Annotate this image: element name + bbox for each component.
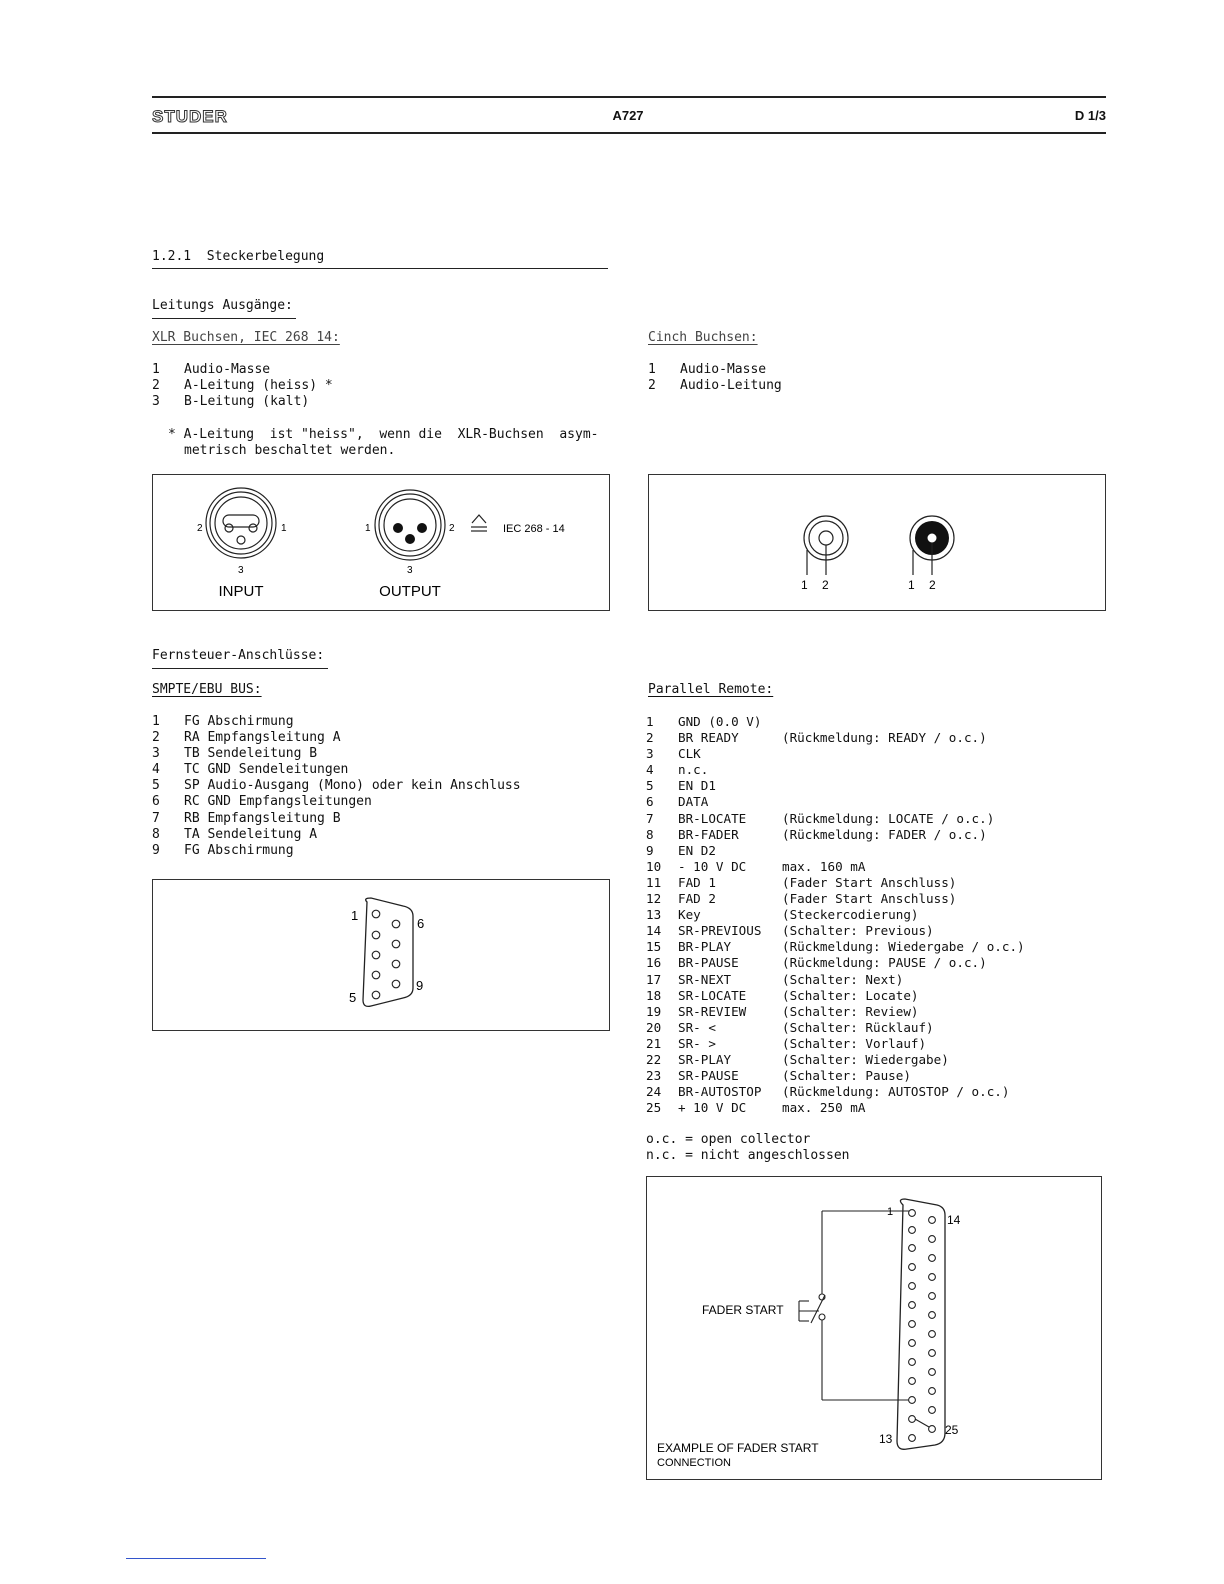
cinch-socket-icon [804, 516, 848, 575]
xlr-input-pin-bottom: 3 [238, 565, 244, 576]
list-item: 8 TA Sendeleitung A [152, 826, 318, 842]
xlr-input-connector-icon [206, 488, 276, 558]
footnote-rule [126, 1558, 266, 1559]
diagram-caption-line2: CONNECTION [657, 1457, 731, 1469]
xlr-note-line2: metrisch beschaltet werden. [184, 443, 396, 458]
header-rule-bottom [152, 132, 1106, 134]
cinch-diagram [648, 474, 1106, 611]
model-label: A727 [612, 108, 644, 123]
table-row: 9 EN D2 [646, 842, 716, 858]
xlr-diagram [152, 474, 610, 611]
list-item: 5 SP Audio-Ausgang (Mono) oder kein Anschluss [152, 778, 521, 794]
list-item: 9 FG Abschirmung [152, 842, 294, 858]
dsub25-pin25-label: 25 [945, 1423, 959, 1437]
legend-oc: o.c. = open collector [646, 1132, 811, 1147]
list-item: 1 Audio-Masse [152, 362, 271, 377]
list-item: 3 TB Sendeleitung B [152, 746, 318, 762]
xlr-note-line1: * A-Leitung ist "heiss", wenn die XLR-Buchsen asym- [168, 427, 599, 442]
table-row: 2 BR READY (Rückmeldung: READY / o.c.) [646, 730, 987, 746]
fader-start-label: FADER START [702, 1303, 784, 1317]
xlr-heading: XLR Buchsen, IEC 268 14: [152, 330, 340, 345]
table-row: 3 CLK [646, 746, 701, 762]
line-outputs-heading: Leitungs Ausgänge: [152, 298, 293, 313]
list-item: 2 A-Leitung (heiss) * [152, 378, 333, 394]
brand-logo [152, 106, 244, 131]
brand-logo-text: STUDER [152, 107, 228, 126]
list-item: 2 Audio-Leitung [648, 378, 782, 394]
fader-wiring [819, 1211, 909, 1400]
list-item: 3 B-Leitung (kalt) [152, 394, 310, 410]
xlr-output-pin-bottom: 3 [407, 565, 413, 576]
cinch-plug-icon [910, 516, 954, 575]
table-row: 1 GND (0.0 V) [646, 714, 762, 729]
cinch-b-pin1: 1 [908, 578, 915, 592]
page-number: D 1/3 [1074, 108, 1106, 123]
smpte-diagram [152, 879, 610, 1031]
xlr-output-pin-right: 2 [449, 523, 455, 534]
table-row: 24 BR-AUTOSTOP (Rückmeldung: AUTOSTOP / o.c.) [646, 1084, 1010, 1100]
dsub25-pin1-label: 1 [887, 1206, 894, 1218]
parallel-heading: Parallel Remote: [648, 682, 774, 697]
xlr-output-pin-left: 1 [365, 523, 371, 534]
dsub9-connector-icon [363, 898, 413, 1006]
dsub9-pin1-label: 1 [351, 908, 359, 923]
table-row: 19 SR-REVIEW (Schalter: Review) [646, 1003, 919, 1019]
xlr-input-pin-left: 2 [197, 523, 203, 534]
list-item: 7 RB Empfangsleitung B [152, 810, 341, 826]
dsub9-pin9-label: 9 [416, 978, 424, 993]
smpte-pin-list [152, 714, 521, 859]
table-row: 11 FAD 1 (Fader Start Anschluss) [646, 874, 957, 890]
table-row: 7 BR-LOCATE (Rückmeldung: LOCATE / o.c.) [646, 810, 995, 826]
xlr-output-connector-icon [375, 490, 445, 560]
xlr-input-label: INPUT [218, 583, 264, 600]
xlr-output-label: OUTPUT [379, 583, 441, 600]
dsub25-pin13-label: 13 [879, 1432, 893, 1446]
dsub25-pin14-label: 14 [947, 1213, 961, 1227]
table-row: 20 SR- < (Schalter: Rücklauf) [646, 1019, 934, 1035]
list-item: 2 RA Empfangsleitung A [152, 730, 341, 746]
remote-heading-rule [152, 668, 328, 669]
table-row: 5 EN D1 [646, 778, 716, 794]
dsub9-pin5-label: 5 [349, 990, 357, 1005]
remote-heading: Fernsteuer-Anschlüsse: [152, 648, 325, 663]
section-title-text: Steckerbelegung [206, 249, 325, 264]
table-row: 14 SR-PREVIOUS (Schalter: Previous) [646, 923, 934, 939]
legend-nc: n.c. = nicht angeschlossen [646, 1148, 850, 1163]
cinch-a-pin1: 1 [801, 578, 808, 592]
dsub25-connector-icon [897, 1199, 945, 1449]
list-item: 4 TC GND Sendeleitungen [152, 762, 349, 778]
table-row: 25 + 10 V DC max. 250 mA [646, 1100, 866, 1116]
section-title [152, 249, 324, 264]
xlr-pin-list [152, 362, 333, 410]
cinch-b-pin2: 2 [929, 578, 936, 592]
section-number: 1.2.1 [152, 249, 192, 264]
section-title-rule [152, 268, 608, 269]
table-row: 21 SR- > (Schalter: Vorlauf) [646, 1035, 927, 1051]
xlr-input-pin-right: 1 [281, 523, 287, 534]
table-row: 23 SR-PAUSE (Schalter: Pause) [646, 1068, 911, 1084]
table-row: 18 SR-LOCATE (Schalter: Locate) [646, 987, 919, 1003]
equivalence-symbol-icon [471, 515, 487, 531]
cinch-a-pin2: 2 [822, 578, 829, 592]
smpte-heading: SMPTE/EBU BUS: [152, 682, 262, 697]
line-outputs-rule [152, 318, 296, 319]
parallel-diagram [646, 1176, 1102, 1480]
dsub9-pin6-label: 6 [417, 916, 425, 931]
list-item: 6 RC GND Empfangsleitungen [152, 794, 372, 810]
table-row: 12 FAD 2 (Fader Start Anschluss) [646, 891, 957, 907]
table-row: 6 DATA [646, 794, 709, 810]
diagram-caption-line1: EXAMPLE OF FADER START [657, 1441, 819, 1455]
cinch-pin-list [648, 362, 782, 394]
header-rule-top [152, 96, 1106, 98]
table-row: 16 BR-PAUSE (Rückmeldung: PAUSE / o.c.) [646, 955, 987, 971]
table-row: 17 SR-NEXT (Schalter: Next) [646, 971, 904, 987]
list-item: 1 Audio-Masse [648, 362, 767, 377]
table-row: 10 - 10 V DC max. 160 mA [646, 858, 866, 874]
table-row: 13 Key (Steckercodierung) [646, 907, 919, 923]
table-row: 15 BR-PLAY (Rückmeldung: Wiedergabe / o.c.) [646, 939, 1025, 955]
xlr-standard-label: IEC 268 - 14 [503, 523, 565, 535]
list-item: 1 FG Abschirmung [152, 714, 294, 729]
table-row: 4 n.c. [646, 762, 709, 778]
table-row: 8 BR-FADER (Rückmeldung: FADER / o.c.) [646, 826, 987, 842]
cinch-heading: Cinch Buchsen: [648, 330, 758, 345]
table-row: 22 SR-PLAY (Schalter: Wiedergabe) [646, 1051, 949, 1067]
parallel-pin-list [646, 714, 1025, 1116]
